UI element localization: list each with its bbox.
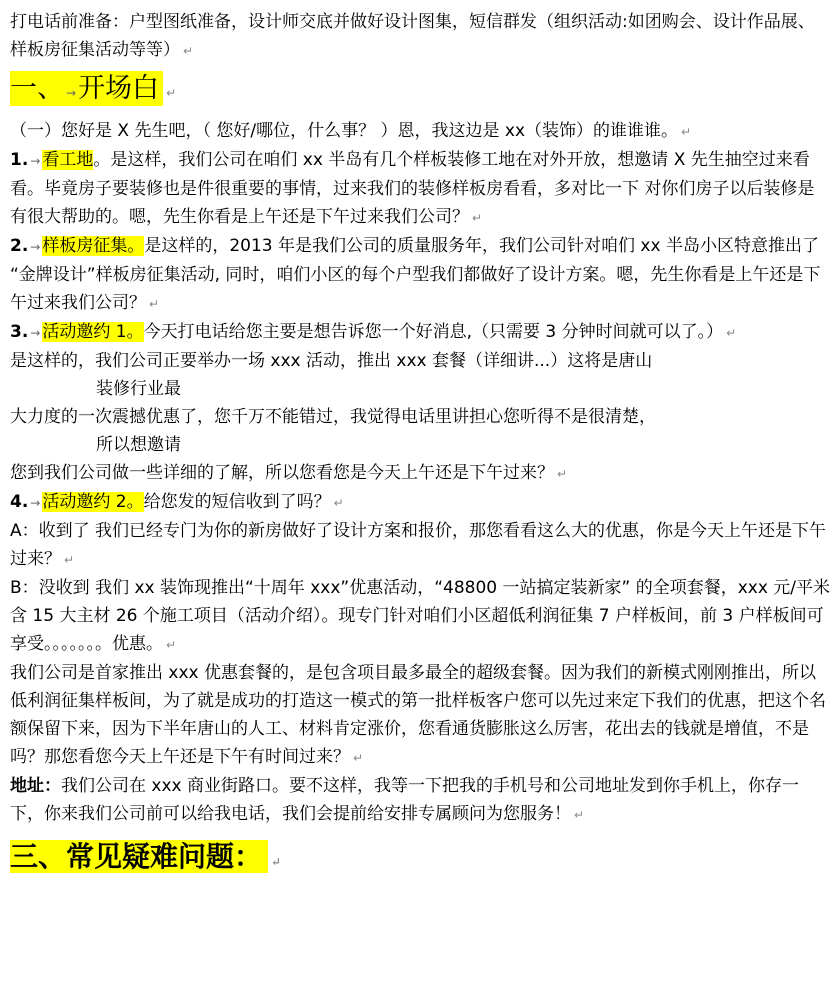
answer-a-paragraph: A：收到了 我们已经专门为你的新房做好了设计方案和报价，那您看看这么大的优惠，你是今天上午还是下午过来？ ↵ xyxy=(10,521,827,569)
heading-opening xyxy=(10,69,830,113)
tab-arrow-icon: → xyxy=(30,496,41,510)
paragraph-mark-icon: ↵ xyxy=(353,751,364,765)
company-paragraph: 我们公司是首家推出 xxx 优惠套餐的，是包含项目最多最全的超级套餐。因为我们的新模式刚刚推出，所以低利润征集样板间，为了就是成功的打造这一模式的第一批样板客户您可以先过来定下我们的优惠，把这个名额保留下来，因为下半年唐山的人工、材料肯定涨价，您看通货膨胀这么厉害，花出去的钱就是增值，不是吗？那您看您今天上午还是下午有时间过来？ ↵ xyxy=(10,663,826,767)
intro-paragraph: 打电话前准备：户型图纸准备，设计师交底并做好设计图集，短信群发（组织活动:如团购会、设计作品展、样板房征集活动等等） ↵ xyxy=(10,12,815,60)
event-paragraph-2-continued: 所以想邀请 xyxy=(96,435,181,455)
heading-faq xyxy=(10,835,830,884)
paragraph-mark-icon: ↵ xyxy=(557,467,568,481)
paragraph-mark-icon: ↵ xyxy=(271,855,282,869)
paragraph-mark-icon: ↵ xyxy=(64,553,75,567)
document-body xyxy=(10,8,830,884)
paragraph-mark-icon: ↵ xyxy=(166,638,177,652)
tab-arrow-icon: → xyxy=(66,86,77,100)
event-paragraph-1-continued: 装修行业最 xyxy=(96,379,181,399)
item-label-highlight: 活动邀约 1。 xyxy=(42,322,144,342)
item-label-highlight: 样板房征集。 xyxy=(42,236,145,256)
paragraph-mark-icon: ↵ xyxy=(333,496,344,510)
answer-b-paragraph: B：没收到 我们 xx 装饰现推出“十周年 xxx”优惠活动，“48800 一站搞定装新家” 的全项套餐，xxx 元/平米含 15 大主材 26 个施工项目（活动介绍）。现专门针对咱们小区超低利润征集 7 户样板间，前 3 户样板间可享受。。。。。。。优惠。 ↵ xyxy=(10,578,831,654)
item-event-invite-2: 4. → 活动邀约 2。给您发的短信收到了吗？ ↵ xyxy=(10,492,344,512)
item-visit-site: 1. → 看工地。是这样，我们公司在咱们 xx 半岛有几个样板装修工地在对外开放，想邀请 X 先生抽空过来看看。毕竟房子要装修也是件很重要的事情，过来我们的装修样板房看看，多对比一下 对你们房子以后装修是有很大帮助的。嗯，先生你看是上午还是下午过来我们公司？ ↵ xyxy=(10,150,815,227)
heading-faq-highlight: 三、常见疑难问题： xyxy=(10,840,268,873)
paragraph-mark-icon: ↵ xyxy=(166,86,177,100)
heading-opening-highlight: 一、 →开场白 xyxy=(10,71,163,106)
event-paragraph-2: 大力度的一次震撼优惠了，您千万不能错过，我觉得电话里讲担心您听得不是很清楚， xyxy=(10,407,656,427)
address-paragraph: 地址：我们公司在 xxx 商业街路口。要不这样，我等一下把我的手机号和公司地址发到你手机上，你存一下，你来我们公司前可以给我电话，我们会提前给安排专属顾问为您服务！ ↵ xyxy=(10,776,799,824)
tab-arrow-icon: → xyxy=(30,240,41,254)
greeting-paragraph: （一）您好是 X 先生吧，（ 您好/哪位，什么事？ ）恩，我这边是 xx（装饰）的谁谁谁。 ↵ xyxy=(10,121,692,141)
item-model-room: 2. → 样板房征集。是这样的，2013 年是我们公司的质量服务年，我们公司针对咱们 xx 半岛小区特意推出了 “金牌设计”样板房征集活动, 同时，咱们小区的每个户型我们都做好了设计方案。嗯，先生你看是上午还是下午过来我们公司？ ↵ xyxy=(10,236,821,313)
tab-arrow-icon: → xyxy=(30,154,41,168)
item-label-highlight: 看工地 xyxy=(42,150,94,170)
paragraph-mark-icon: ↵ xyxy=(183,44,194,58)
paragraph-mark-icon: ↵ xyxy=(574,808,585,822)
item-label-highlight: 活动邀约 2。 xyxy=(42,492,144,512)
paragraph-mark-icon: ↵ xyxy=(472,211,483,225)
paragraph-mark-icon: ↵ xyxy=(726,326,737,340)
tab-arrow-icon: → xyxy=(30,326,41,340)
paragraph-mark-icon: ↵ xyxy=(681,125,692,139)
event-paragraph-1: 是这样的，我们公司正要举办一场 xxx 活动，推出 xxx 套餐（详细讲...）这将是唐山 xyxy=(10,351,653,371)
paragraph-mark-icon: ↵ xyxy=(149,297,160,311)
item-event-invite-1: 3. → 活动邀约 1。今天打电话给您主要是想告诉您一个好消息,（只需要 3 分钟时间就可以了。） ↵ xyxy=(10,322,737,342)
event-paragraph-3: 您到我们公司做一些详细的了解，所以您看您是今天上午还是下午过来？ ↵ xyxy=(10,463,568,483)
